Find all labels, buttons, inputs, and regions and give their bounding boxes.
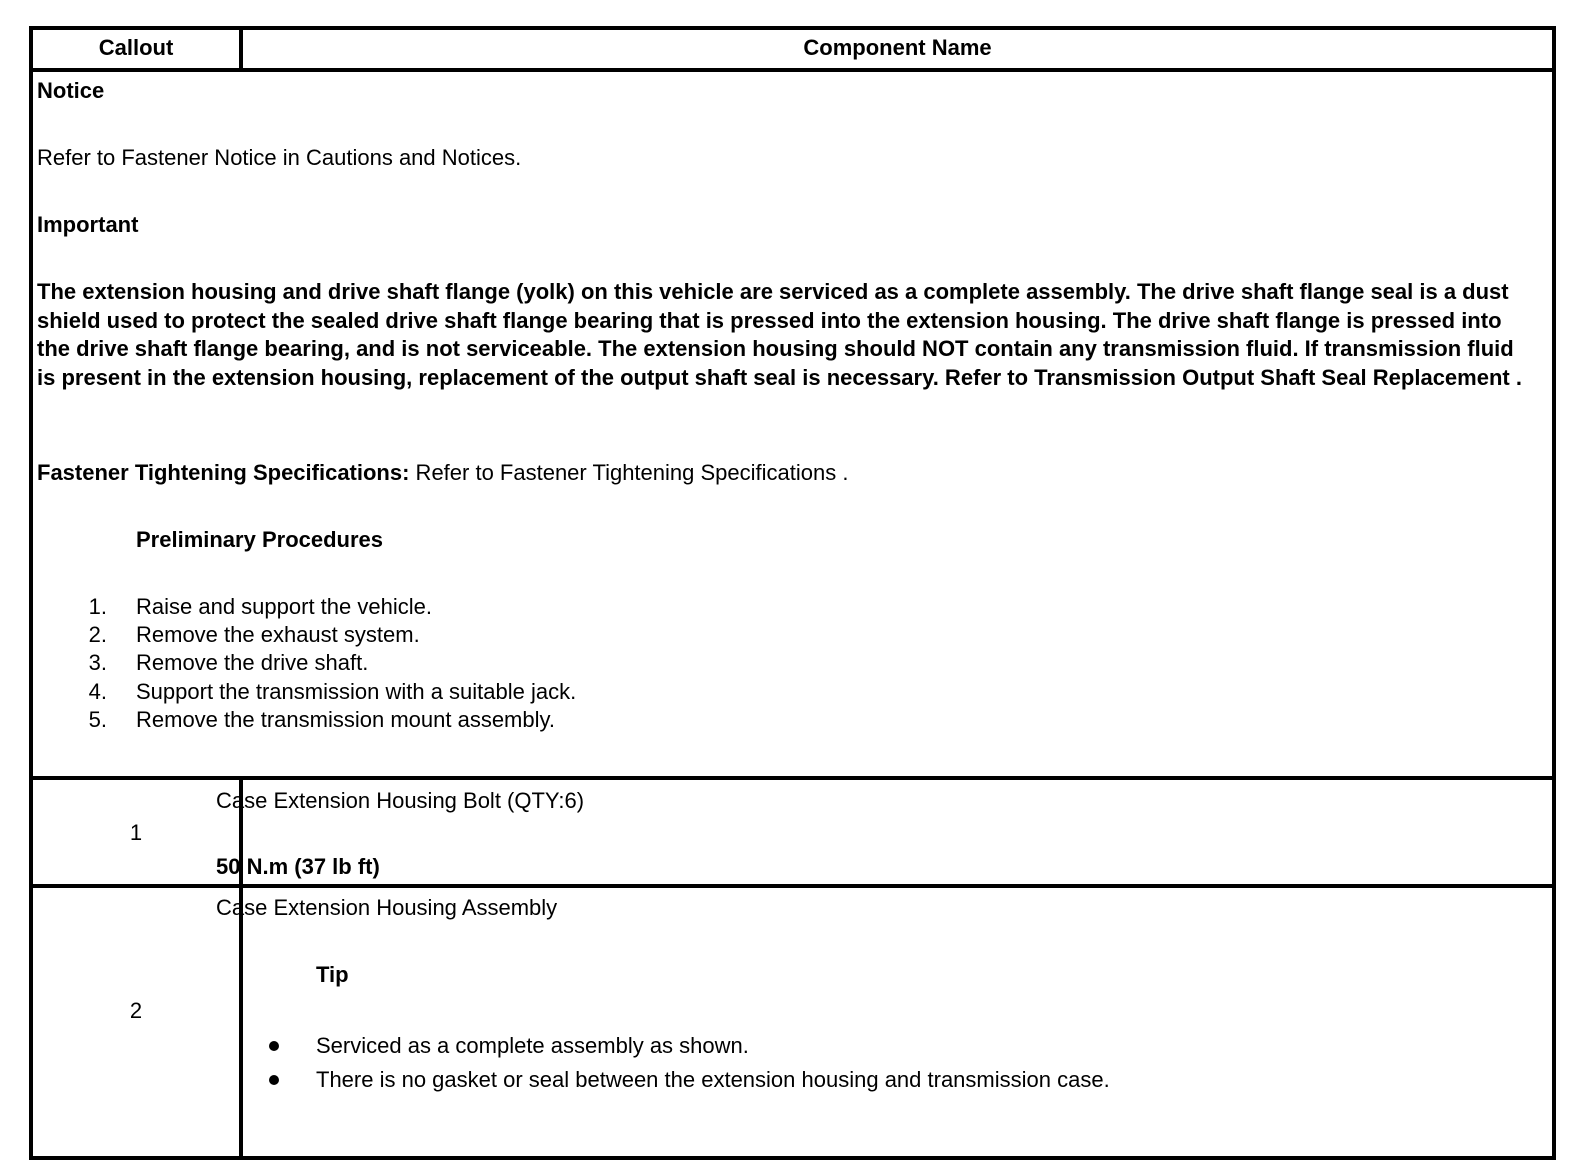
row-callout: 1 <box>129 820 143 845</box>
notice-text: Refer to Fastener Notice in Cautions and Notices. <box>37 145 522 170</box>
row-torque: 50 N.m (37 lb ft) <box>216 854 380 879</box>
tip-item: Serviced as a complete assembly as shown. <box>316 1033 749 1058</box>
step-text: Raise and support the vehicle. <box>136 594 432 619</box>
important-title: Important <box>37 212 139 237</box>
tip-title: Tip <box>316 962 349 987</box>
notice-divider <box>33 776 1552 780</box>
step-number: 3. <box>88 650 107 675</box>
step-number: 1. <box>88 594 107 619</box>
notice-title: Notice <box>37 78 105 103</box>
important-text: The extension housing and drive shaft flange (yolk) on this vehicle are serviced as a complete assembly. The drive shaft flange seal is a dust shield used to protect the sealed drive shaft flange bearing that is pressed into the extension housing. The drive shaft flange is pressed into the drive shaft flange bearing, and is not serviceable. The extension housing should NOT contain any transmission fluid. If transmission fluid is present in the extension housing, replacement of the output shaft seal is necessary. Refer to Transmission Output Shaft Seal Replacement . <box>37 279 1522 390</box>
row-component: Case Extension Housing Assembly <box>216 895 558 920</box>
procedure-table <box>29 26 1556 1160</box>
step-number: 5. <box>88 707 107 732</box>
header-component-name: Component Name <box>803 35 992 60</box>
row-column-divider <box>239 888 243 1156</box>
tip-item: There is no gasket or seal between the extension housing and transmission case. <box>316 1067 1110 1092</box>
header-callout: Callout <box>98 35 174 60</box>
row-divider <box>33 884 1552 888</box>
row-callout: 2 <box>129 998 143 1023</box>
step-number: 4. <box>88 679 107 704</box>
step-text: Support the transmission with a suitable jack. <box>136 679 577 704</box>
bullet-icon <box>269 1041 279 1051</box>
header-divider <box>33 68 1552 72</box>
preliminary-title: Preliminary Procedures <box>136 527 384 552</box>
fastener-spec-line <box>37 459 848 487</box>
fastener-spec-label: Fastener Tightening Specifications: <box>37 460 410 485</box>
step-text: Remove the exhaust system. <box>136 622 420 647</box>
fastener-spec-text: Refer to Fastener Tightening Specifications . <box>409 460 849 485</box>
row-component: Case Extension Housing Bolt (QTY:6) <box>216 788 585 813</box>
step-text: Remove the drive shaft. <box>136 650 369 675</box>
bullet-icon <box>269 1075 279 1085</box>
step-number: 2. <box>88 622 107 647</box>
step-text: Remove the transmission mount assembly. <box>136 707 555 732</box>
